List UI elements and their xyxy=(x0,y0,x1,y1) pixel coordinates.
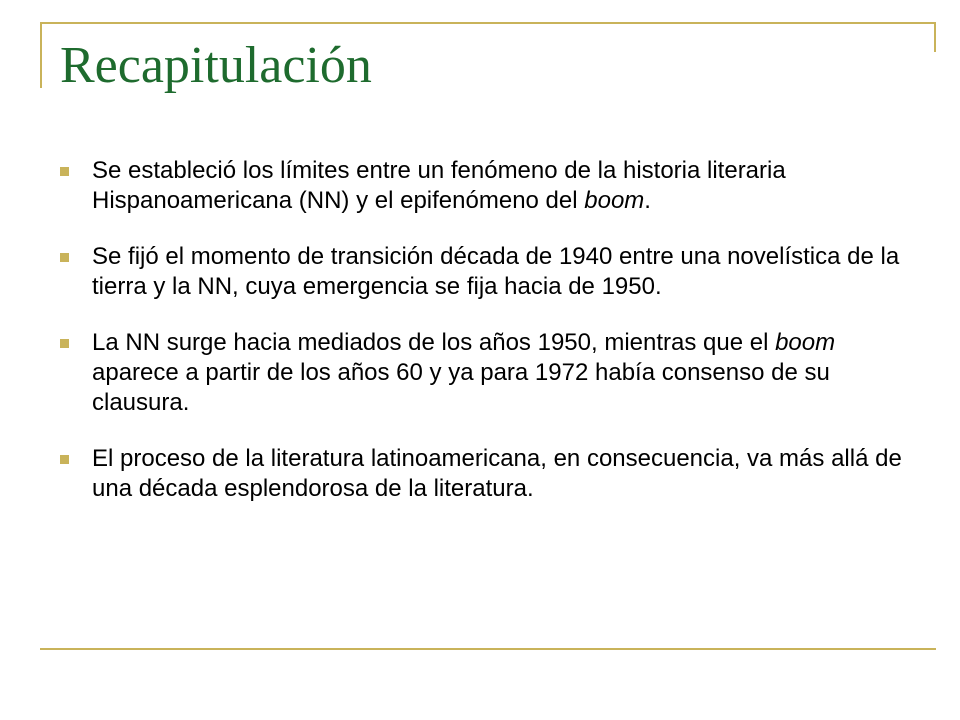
bullet-item-2 xyxy=(56,242,906,302)
bullet-3-segment-3: aparece a partir de los años 60 y ya para 1972 había consenso de su clausura. xyxy=(92,359,830,416)
left-rule xyxy=(40,22,42,88)
bullet-text-3 xyxy=(92,329,835,416)
bullet-list xyxy=(56,156,906,530)
square-bullet-icon xyxy=(60,167,69,176)
square-bullet-icon xyxy=(60,253,69,262)
square-bullet-icon xyxy=(60,455,69,464)
right-rule xyxy=(934,22,936,52)
bullet-4-segment-1: El proceso de la literatura latinoamericana, en consecuencia, va más allá de una década esplendorosa de la literatura. xyxy=(92,445,902,502)
bullet-item-4 xyxy=(56,444,906,504)
slide-title: Recapitulación xyxy=(60,37,372,94)
bullet-item-1 xyxy=(56,156,906,216)
bullet-1-segment-2-italic: boom xyxy=(584,187,645,214)
bottom-rule xyxy=(40,648,936,650)
square-bullet-icon xyxy=(60,339,69,348)
top-rule xyxy=(40,22,936,24)
bullet-1-segment-1: Se estableció los límites entre un fenómeno de la historia literaria Hispanoamericana (NN) y el epifenómeno del xyxy=(92,157,786,214)
bullet-2-segment-1: Se fijó el momento de transición década de 1940 entre una novelística de la tierra y la NN, cuya emergencia se fija hacia de 1950. xyxy=(92,243,900,300)
bullet-text-1 xyxy=(92,157,786,214)
bullet-1-segment-3: . xyxy=(644,187,651,214)
bullet-3-segment-2-italic: boom xyxy=(775,329,836,356)
bullet-text-4 xyxy=(92,445,902,502)
bullet-item-3 xyxy=(56,328,906,418)
bullet-text-2 xyxy=(92,243,899,300)
bullet-3-segment-1: La NN surge hacia mediados de los años 1950, mientras que el xyxy=(92,329,776,356)
